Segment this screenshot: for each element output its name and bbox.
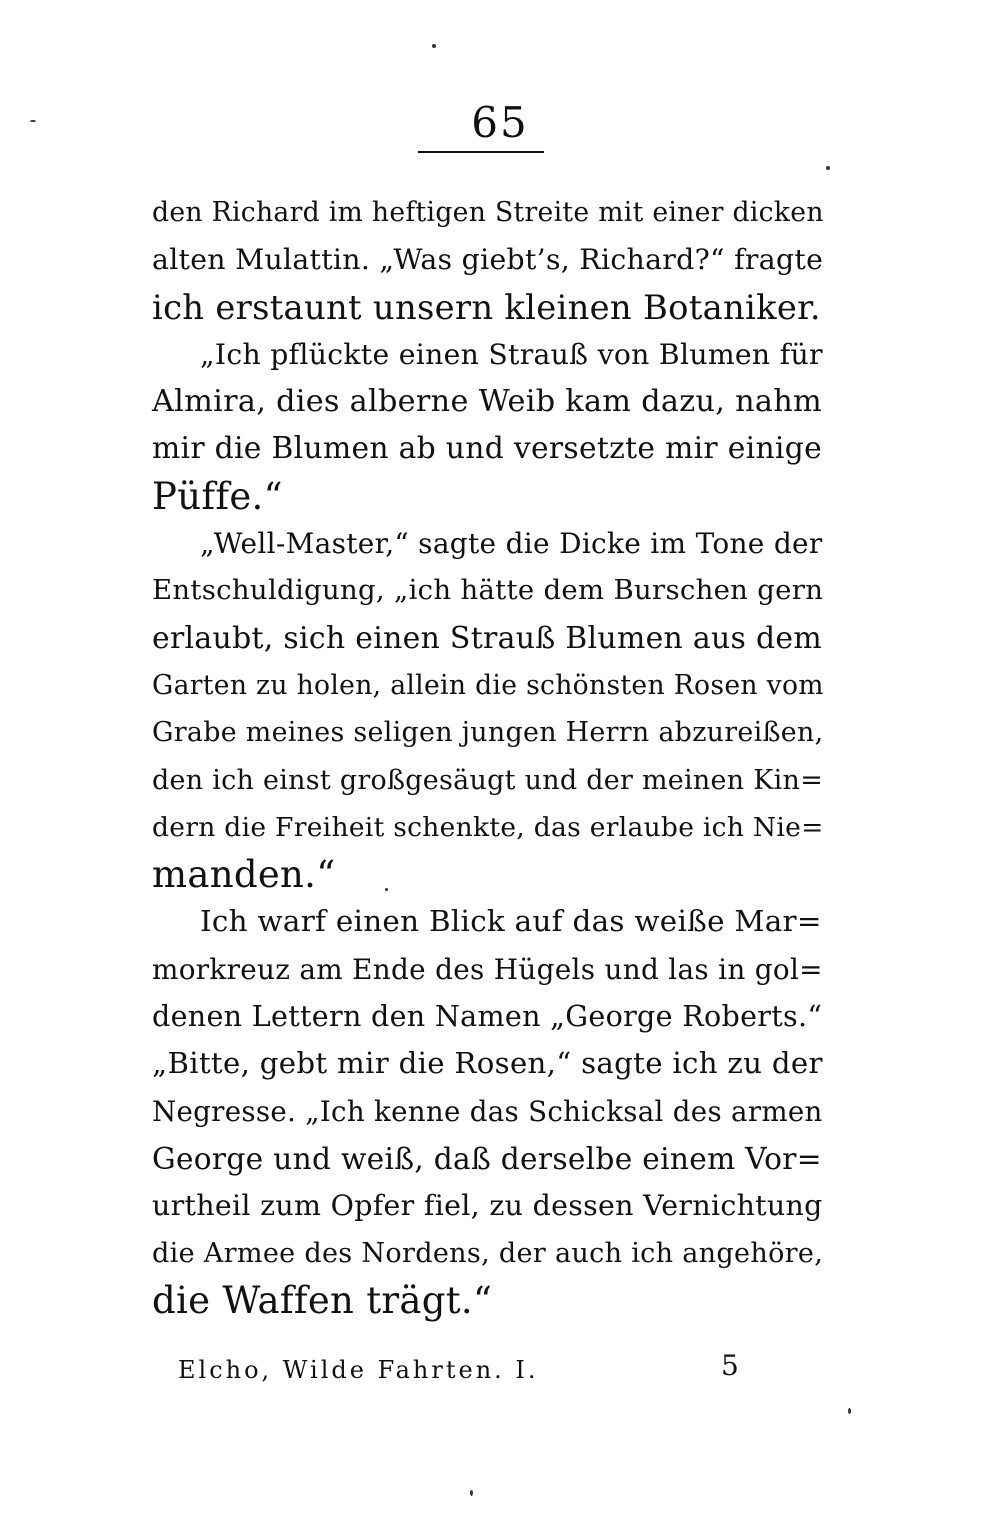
text-line: George und weiß, daß derselbe einem Vor=: [152, 1140, 822, 1176]
page-number: 65: [471, 98, 529, 147]
text-line: „Well-Master,“ sagte die Dicke im Tone der: [200, 527, 823, 561]
text-line: „Bitte, gebt mir die Rosen,“ sagte ich zu der: [152, 1046, 823, 1081]
text-line: mir die Blumen ab und versetzte mir einige: [152, 431, 823, 467]
text-line: die Waffen trägt.“: [152, 1278, 493, 1322]
text-line: Garten zu holen, allein die schönsten Rosen vom: [152, 669, 824, 701]
signature-number: 5: [721, 1349, 739, 1382]
text-line: erlaubt, sich einen Strauß Blumen aus dem: [152, 620, 823, 656]
text-line: Püffe.“: [152, 474, 283, 518]
text-line: den Richard im heftigen Streite mit einer dicken: [152, 197, 824, 228]
text-line: morkreuz am Ende des Hügels und las in gol=: [152, 952, 823, 986]
text-line: manden.“: [152, 853, 336, 897]
text-line: denen Lettern den Namen „George Roberts.“: [152, 999, 823, 1034]
printer-signature: Elcho, Wilde Fahrten. I.: [178, 1356, 539, 1384]
text-line: Almira, dies alberne Weib kam dazu, nahm: [152, 384, 823, 420]
text-line: dern die Freiheit schenkte, das erlaube ich Nie=: [152, 811, 824, 843]
text-line: urtheil zum Opfer fiel, zu dessen Vernichtung: [152, 1189, 823, 1223]
text-line: Ich warf einen Blick auf das weiße Mar=: [200, 904, 822, 939]
text-line: die Armee des Nordens, der auch ich angehöre,: [152, 1237, 824, 1269]
scan-speck: [470, 1490, 473, 1496]
text-line: Negresse. „Ich kenne das Schicksal des armen: [152, 1094, 823, 1128]
scan-speck: [432, 44, 436, 48]
scan-speck: [30, 120, 36, 122]
header-rule: [418, 151, 544, 153]
text-line: den ich einst großgesäugt und der meinen Kin=: [152, 764, 824, 796]
scan-speck: [826, 166, 830, 170]
text-line: ich erstaunt unsern kleinen Botaniker.: [152, 287, 821, 327]
scan-speck: [385, 888, 388, 891]
text-line: Entschuldigung, „ich hätte dem Burschen gern: [152, 574, 824, 607]
scan-speck: [848, 1408, 851, 1414]
text-line: Grabe meines seligen jungen Herrn abzureißen,: [152, 717, 824, 749]
body-text: [152, 189, 824, 1324]
text-line: „Ich pflückte einen Strauß von Blumen für: [200, 337, 823, 371]
text-line: alten Mulattin. „Was giebt’s, Richard?“ fragte: [152, 243, 824, 277]
